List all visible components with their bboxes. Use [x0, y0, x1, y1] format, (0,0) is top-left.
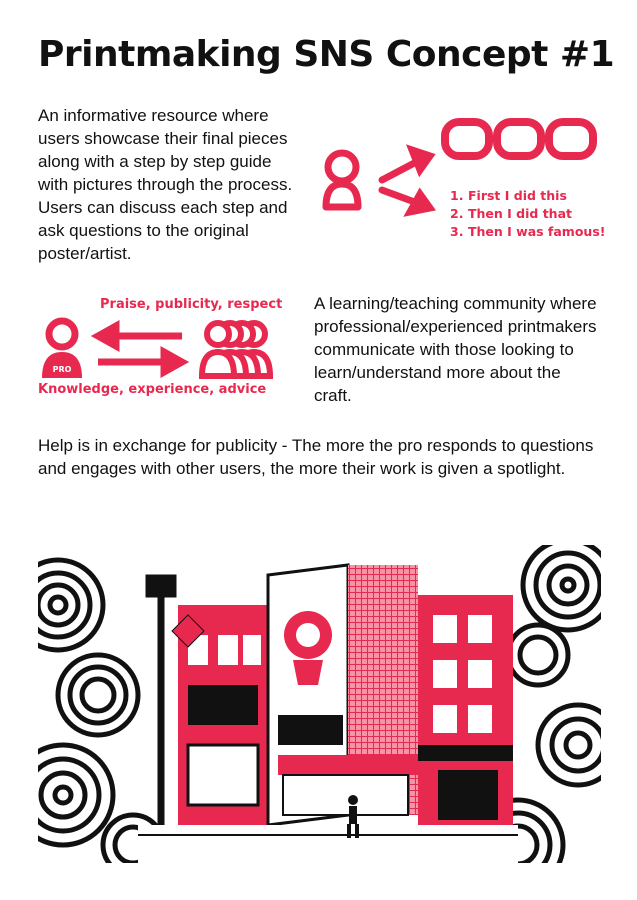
learners-group-icon [202, 323, 270, 376]
pro-user-icon [42, 321, 82, 378]
user-icon [326, 153, 358, 207]
pro-badge: PRO [52, 365, 72, 374]
arrow-down-icon [382, 190, 430, 212]
building-center [268, 565, 418, 825]
street-print-illustration [38, 545, 601, 863]
page-title: Printmaking SNS Concept #1 [38, 34, 615, 75]
building-right [418, 595, 513, 825]
street [138, 825, 518, 863]
gallery-images-icon [445, 122, 593, 156]
step-list [450, 187, 605, 241]
arrow-right-icon [98, 352, 182, 372]
community-paragraph: A learning/teaching community where professional/experienced printmakers communicate with those looking to learn/understand more about the craft. [314, 294, 597, 405]
arrow-up-icon [382, 150, 430, 180]
swirl-left [38, 560, 163, 863]
arrow-left-icon [98, 326, 182, 346]
illustration-svg [38, 545, 601, 863]
step-item: 3. Then I was famous! [450, 224, 606, 239]
help-paragraph: Help is in exchange for publicity - The more the pro responds to questions and engages with other users, the more their work is given a spotlight. [38, 436, 594, 478]
intro-paragraph: An informative resource where users showcase their final pieces along with a step by step guide with pictures through the process. Users can discuss each step and ask questions to the original poster/artist. [38, 106, 293, 263]
step-item: 1. First I did this [450, 188, 567, 203]
exchange-bottom-label: Knowledge, experience, advice [38, 382, 267, 397]
exchange-top-label: Praise, publicity, respect [100, 297, 283, 312]
step-item: 2. Then I did that [450, 206, 572, 221]
